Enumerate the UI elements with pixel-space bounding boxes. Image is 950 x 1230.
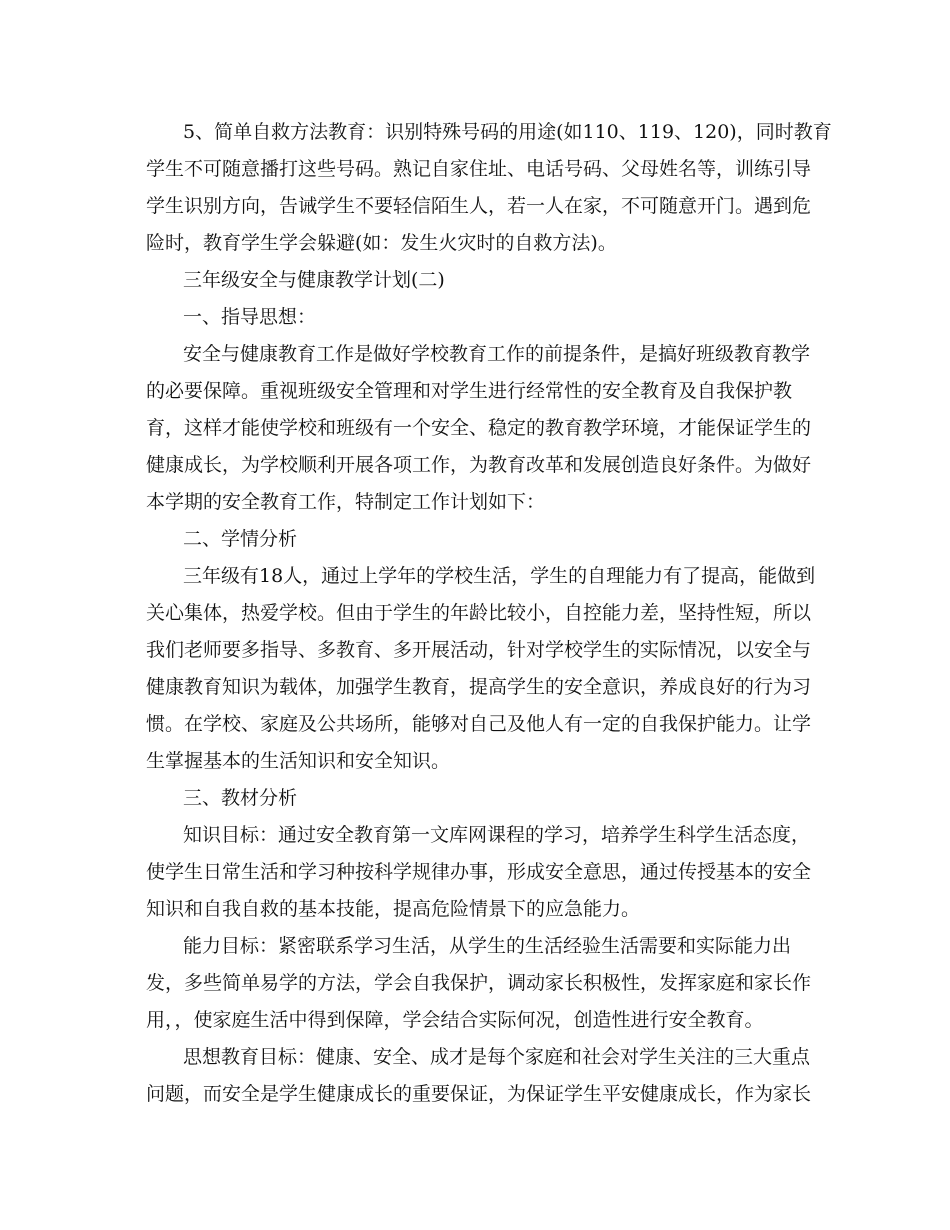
paragraph-line: 三年级有18人，通过上学年的学校生活，学生的自理能力有了提高，能做到 (183, 565, 816, 587)
paragraph-line: 生掌握基本的生活知识和安全知识。 (146, 750, 451, 772)
paragraph-line: 学生识别方向，告诫学生不要轻信陌生人，若一人在家，不可随意开门。遇到危 (146, 195, 812, 217)
paragraph-line: 使学生日常生活和学习种按科学规律办事，形成安全意思，通过传授基本的安全 (146, 861, 812, 883)
section-title: 三年级安全与健康教学计划(二) (183, 269, 445, 291)
paragraph-line: 问题，而安全是学生健康成长的重要保证，为保证学生平安健康成长，作为家长 (146, 1083, 812, 1105)
paragraph-line: 5、简单自救方法教育：识别特殊号码的用途(如110、119、120)，同时教育 (183, 121, 832, 143)
paragraph-line: 知识目标：通过安全教育第一文库网课程的学习，培养学生科学生活态度， (183, 824, 811, 846)
paragraph-line: 我们老师要多指导、多教育、多开展活动，针对学校学生的实际情况，以安全与 (146, 639, 812, 661)
paragraph-line: 本学期的安全教育工作，特制定工作计划如下： (146, 491, 546, 513)
paragraph-line: 思想教育目标：健康、安全、成才是每个家庭和社会对学生关注的三大重点 (183, 1046, 811, 1068)
paragraph-line: 安全与健康教育工作是做好学校教育工作的前提条件，是搞好班级教育教学 (183, 343, 811, 365)
paragraph-line: 发，多些简单易学的方法，学会自我保护，调动家长积极性，发挥家庭和家长作 (146, 972, 812, 994)
paragraph-line: 育，这样才能使学校和班级有一个安全、稳定的教育教学环境，才能保证学生的 (146, 417, 812, 439)
paragraph-line: 关心集体，热爱学校。但由于学生的年龄比较小，自控能力差，坚持性短，所以 (146, 602, 812, 624)
paragraph-line: 能力目标：紧密联系学习生活，从学生的生活经验生活需要和实际能力出 (183, 935, 792, 957)
paragraph-line: 健康成长，为学校顺利开展各项工作，为教育改革和发展创造良好条件。为做好 (146, 454, 812, 476)
heading-textbook-analysis: 三、教材分析 (183, 787, 298, 809)
paragraph-line: 健康教育知识为载体，加强学生教育，提高学生的安全意识，养成良好的行为习 (146, 676, 812, 698)
paragraph-line: 的必要保障。重视班级安全管理和对学生进行经常性的安全教育及自我保护教 (146, 380, 793, 402)
paragraph-line: 学生不可随意播打这些号码。熟记自家住址、电话号码、父母姓名等，训练引导 (146, 158, 812, 180)
heading-guiding-ideology: 一、指导思想： (183, 306, 317, 328)
paragraph-line: 惯。在学校、家庭及公共场所，能够对自己及他人有一定的自我保护能力。让学 (146, 713, 812, 735)
paragraph-line: 用，，使家庭生活中得到保障，学会结合实际何况，创造性进行安全教育。 (146, 1009, 764, 1031)
paragraph-line: 险时，教育学生学会躲避(如：发生火灾时的自救方法)。 (146, 232, 617, 254)
heading-student-analysis: 二、学情分析 (183, 528, 298, 550)
paragraph-line: 知识和自我自救的基本技能，提高危险情景下的应急能力。 (146, 898, 641, 920)
